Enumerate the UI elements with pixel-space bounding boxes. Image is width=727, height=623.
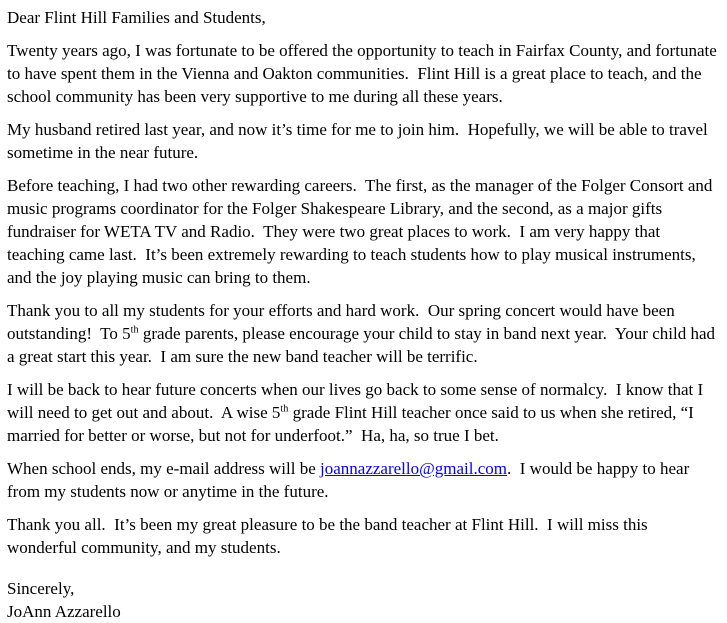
paragraph-email [7,457,721,503]
text-run: Thank you to all my students for your efforts and hard work. Our spring concert would have been outstanding! To 5 [7,301,679,343]
paragraph-future-concerts [7,378,721,447]
text-run: grade Flint Hill teacher once said to us when she retired, “I married for better or worse, but not for underfoot.” Ha, ha, so true I bet. [7,403,699,445]
ordinal-superscript: th [280,403,289,415]
text-run: Before teaching, I had two other rewarding careers. The first, as the manager of the Folger Consort and music programs coordinator for the Folger Shakespeare Library, and the second, as a major gifts fundraiser for WETA TV and Radio. They were two great places to work. I am very happy that teaching came last. It’s been extremely rewarding to teach students how to play musical instruments, and the joy playing music can bring to them. [7,176,717,287]
paragraph-farewell [7,513,721,559]
text-run: Thank you all. It’s been my great pleasure to be the band teacher at Flint Hill. I will miss this wonderful community, and my students. [7,515,652,557]
paragraph-previous-careers [7,174,721,289]
signature-name: JoAnn Azzarello [7,602,121,621]
paragraph-husband-retired [7,118,721,164]
paragraph-thank-students [7,299,721,368]
text-run: grade parents, please encourage your child to stay in band next year. Your child had a great start this year. I am sure the new band teacher will be terrific. [7,324,720,366]
closing-line: Sincerely, [7,579,75,598]
text-run: I will be back to hear future concerts when our lives go back to some sense of normalcy. I know that I will need to get out and about. A wise 5 [7,380,708,422]
text-run: Twenty years ago, I was fortunate to be offered the opportunity to teach in Fairfax County, and fortunate to have spent them in the Vienna and Oakton communities. Flint Hill is a great place to teach, and the school community has been very supportive to me during all these years. [7,41,722,106]
text-run: . I would be happy to hear from my students now or anytime in the future. [7,459,694,501]
salutation: Dear Flint Hill Families and Students, [7,8,266,27]
email-link[interactable]: joannazzarello@gmail.com [320,459,508,478]
paragraph-twenty-years [7,39,721,108]
ordinal-superscript: th [130,324,139,336]
text-run: When school ends, my e-mail address will be [7,459,321,478]
letter-body [7,39,721,559]
text-run: My husband retired last year, and now it’s time for me to join him. Hopefully, we will be able to travel sometime in the near future. [7,120,712,162]
